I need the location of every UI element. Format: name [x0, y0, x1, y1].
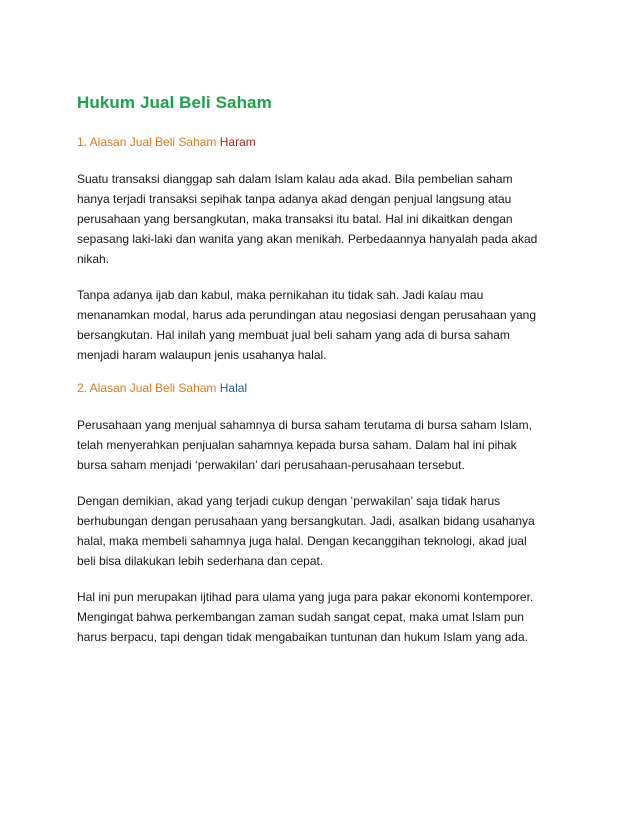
- text-line: harus berpacu, tapi dengan tidak mengabaikan tuntunan dan hukum Islam yang ada.: [77, 630, 528, 644]
- text-line: Suatu transaksi dianggap sah dalam Islam kalau ada akad. Bila pembelian saham: [77, 172, 513, 186]
- section-haram: [77, 135, 567, 365]
- section-heading: [77, 381, 567, 395]
- text-line: Perusahaan yang menjual sahamnya di bursa saham terutama di bursa saham Islam,: [77, 418, 532, 432]
- section-heading-suffix: Haram: [219, 135, 256, 149]
- text-line: Tanpa adanya ijab dan kabul, maka pernikahan itu tidak sah. Jadi kalau mau: [77, 288, 484, 302]
- text-line: halal, maka membeli sahamnya juga halal. Dengan kecanggihan teknologi, akad jual: [77, 534, 527, 548]
- section-heading-prefix: 1. Alasan Jual Beli Saham: [77, 135, 220, 149]
- text-line: Mengingat bahwa perkembangan zaman sudah sangat cepat, maka umat Islam pun: [77, 610, 524, 624]
- section-heading: [77, 135, 567, 149]
- text-line: Dengan demikian, akad yang terjadi cukup dengan ‘perwakilan’ saja tidak harus: [77, 494, 501, 508]
- paragraph: [77, 587, 567, 647]
- text-line: telah menyerahkan penjualan sahamnya kepada bursa saham. Dalam hal ini pihak: [77, 438, 517, 452]
- paragraph: [77, 285, 567, 365]
- text-line: menanamkan modal, harus ada perundingan atau negosiasi dengan perusahaan yang: [77, 308, 537, 322]
- section-heading-suffix: Halal: [219, 381, 248, 395]
- text-line: nikah.: [77, 252, 110, 266]
- text-line: hanya terjadi transaksi sepihak tanpa adanya akad dengan penjual langsung atau: [77, 192, 512, 206]
- paragraph: [77, 491, 567, 571]
- paragraph: [77, 169, 567, 269]
- paragraph: [77, 415, 567, 475]
- text-line: Hal ini pun merupakan ijtihad para ulama yang juga para pakar ekonomi kontemporer.: [77, 590, 534, 604]
- section-heading-prefix: 2. Alasan Jual Beli Saham: [77, 381, 220, 395]
- text-line: menjadi haram walaupun jenis usahanya halal.: [77, 348, 327, 362]
- text-line: bersangkutan. Hal inilah yang membuat jual beli saham yang ada di bursa saham: [77, 328, 510, 342]
- text-line: berhubungan dengan perusahaan yang bersangkutan. Jadi, asalkan bidang usahanya: [77, 514, 535, 528]
- document-title: Hukum Jual Beli Saham: [77, 93, 272, 112]
- document-page: [77, 93, 567, 663]
- section-halal: [77, 381, 567, 647]
- text-line: beli bisa dilakukan lebih sederhana dan cepat.: [77, 554, 324, 568]
- text-line: bursa saham menjadi ‘perwakilan’ dari perusahaan-perusahaan tersebut.: [77, 458, 465, 472]
- text-line: sepasang laki-laki dan wanita yang akan menikah. Perbedaannya hanyalah pada akad: [77, 232, 538, 246]
- text-line: perusahaan yang bersangkutan, maka transaksi itu batal. Hal ini dikaitkan dengan: [77, 212, 513, 226]
